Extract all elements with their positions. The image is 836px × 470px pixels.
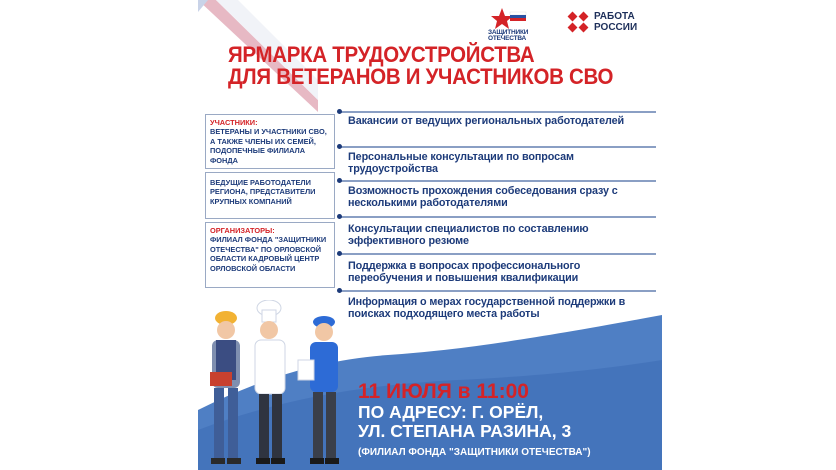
rabota-logo-text [594,11,637,33]
defenders-logo [488,6,558,42]
event-address [358,403,571,441]
employers-text: ВЕДУЩИЕ РАБОТОДАТЕЛИ РЕГИОНА, ПРЕДСТАВИТЕЛИ КРУПНЫХ КОМПАНИЙ [210,178,316,206]
rabota-logo-line2: РОССИИ [594,22,638,33]
feature-item-1: Вакансии от ведущих региональных работодателей [348,115,625,127]
feature-item-4: Консультации специалистов по составлению эффективного резюме [348,223,589,247]
organizers-label: ОРГАНИЗАТОРЫ: [210,226,275,235]
event-date: 11 ИЮЛЯ в 11:00 [358,380,529,403]
bullet-dot [337,251,342,256]
participants-text: ВЕТЕРАНЫ И УЧАСТНИКИ СВО, А ТАКЖЕ ЧЛЕНЫ ИХ СЕМЕЙ, ПОДОПЕЧНЫЕ ФИЛИАЛА ФОНДА [210,127,327,165]
organizers-box [205,222,335,288]
bullet-dot [337,214,342,219]
rabota-rossii-logo [566,8,656,38]
organizers-text: ФИЛИАЛ ФОНДА "ЗАЩИТНИКИ ОТЕЧЕСТВА" ПО ОРЛОВСКОЙ ОБЛАСТИ КАДРОВЫЙ ЦЕНТР ОРЛОВСКОЙ ОБЛАСТИ [210,235,327,273]
title-line2: ДЛЯ ВЕТЕРАНОВ И УЧАСТНИКОВ СВО [228,64,614,89]
title-line1: ЯРМАРКА ТРУДОУСТРОЙСТВА [228,42,535,67]
bullet-dot [337,178,342,183]
page-title [228,44,619,88]
bullet-dot [337,109,342,114]
workers-illustration [200,300,350,470]
event-branch: (ФИЛИАЛ ФОНДА "ЗАЩИТНИКИ ОТЕЧЕСТВА") [358,447,591,458]
bullet-dot [337,144,342,149]
rabota-logo-icon [566,10,590,34]
participants-box [205,114,335,169]
feature-divider [338,146,656,148]
feature-divider [338,216,656,218]
defenders-logo-text: ЗАЩИТНИКИ ОТЕЧЕСТВА [488,29,529,42]
feature-item-6: Информация о мерах государственной поддержки в поисках подходящего места работы [348,296,626,320]
address-line1: ПО АДРЕСУ: Г. ОРЁЛ, [358,402,544,422]
feature-divider [338,111,656,113]
rabota-logo-line1: РАБОТА [594,11,635,22]
feature-item-3: Возможность прохождения собеседования сразу с несколькими работодателями [348,185,618,209]
feature-item-5: Поддержка в вопросах профессионального переобучения и повышения квалификации [348,260,581,284]
feature-divider [338,180,656,182]
bullet-dot [337,288,342,293]
feature-divider [338,290,656,292]
feature-divider [338,253,656,255]
employers-box [205,172,335,219]
participants-label: УЧАСТНИКИ: [210,118,258,127]
address-line2: УЛ. СТЕПАНА РАЗИНА, 3 [358,421,572,441]
feature-item-2: Персональные консультации по вопросам трудоустройства [348,151,574,175]
poster [198,0,662,470]
star-flag-icon [490,6,530,30]
